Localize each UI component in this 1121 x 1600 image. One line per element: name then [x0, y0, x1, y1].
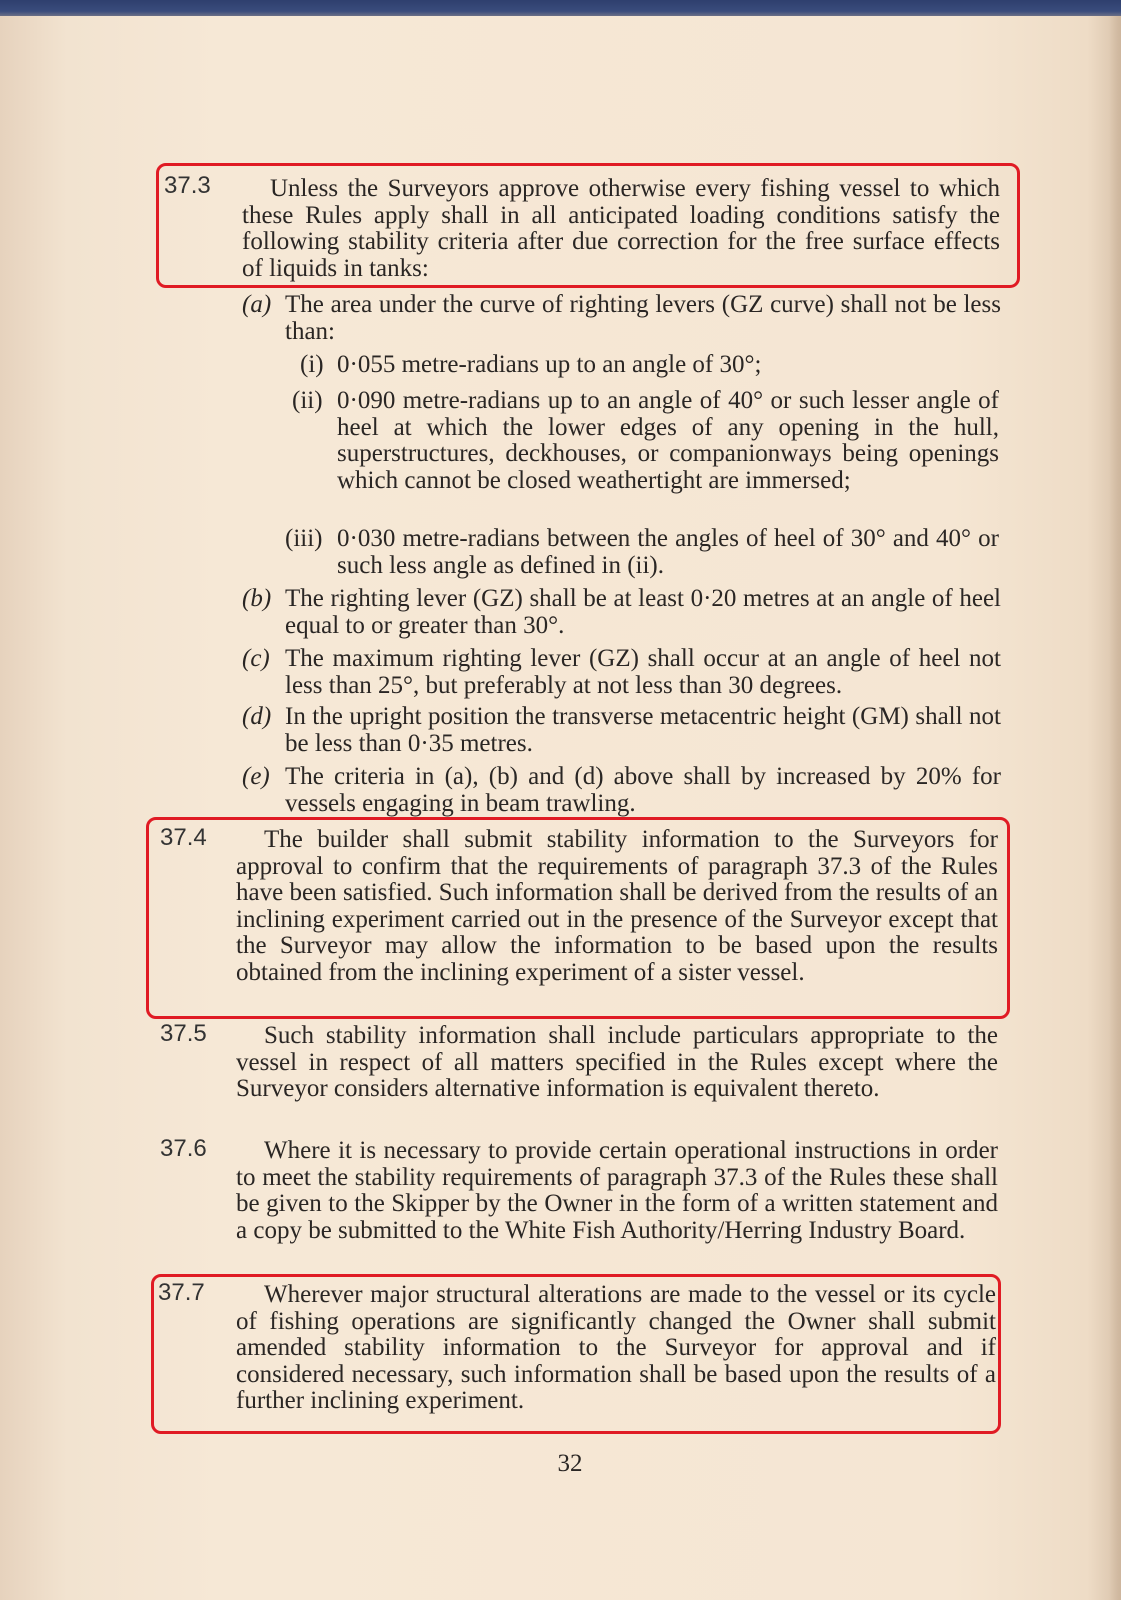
page-number: 32	[557, 1450, 583, 1477]
section-text-37-5: Such stability information shall include particulars appropriate to the vessel in respect of all matters specified in the Rules except where the Surveyor considers alternative information is equivalent thereto.	[236, 1022, 998, 1102]
section-text-37-6: Where it is necessary to provide certain operational instructions in order to meet the stability requirements of paragraph 37.3 of the Rules these shall be given to the Skipper by the Owner in the form of a written statement and a copy be submitted to the White Fish Authority/Herring Industry Board.	[236, 1137, 998, 1244]
criterion-text-b: The righting lever (GZ) shall be at least 0·20 metres at an angle of heel equal to or greater than 30°.	[285, 585, 1001, 639]
section-number-37-5: 37.5	[160, 1020, 207, 1047]
criterion-marker-b: (b)	[242, 585, 272, 612]
section-number-37-4: 37.4	[160, 824, 207, 851]
section-number-37-3: 37.3	[164, 172, 211, 199]
highlight-box-37-4	[146, 817, 1010, 1019]
highlight-box-37-3	[156, 163, 1020, 288]
section-number-37-7: 37.7	[158, 1279, 205, 1306]
criterion-text-a: The area under the curve of righting levers (GZ curve) shall not be less than:	[285, 291, 1001, 345]
subcriterion-marker-iii: (iii)	[285, 525, 323, 552]
section-text-37-3: Unless the Surveyors approve otherwise every fishing vessel to which these Rules apply shall in all anticipated loading conditions satisfy the following stability criteria after due correction for the free surface effects of liquids in tanks:	[242, 175, 1000, 282]
subcriterion-text-i: 0·055 metre-radians up to an angle of 30°;	[337, 351, 762, 378]
criterion-marker-e: (e)	[242, 763, 270, 790]
section-text-37-4: The builder shall submit stability information to the Surveyors for approval to confirm that the requirements of paragraph 37.3 of the Rules have been satisfied. Such information shall be derived from the results of an inclining experiment carried out in the presence of the Surveyor except that the Surveyor may allow the information to be based upon the results obtained from the inclining experiment of a sister vessel.	[236, 826, 998, 986]
highlight-box-37-7	[151, 1274, 1001, 1434]
section-number-37-6: 37.6	[160, 1135, 207, 1162]
criterion-text-d: In the upright position the transverse metacentric height (GM) shall not be less than 0·35 metres.	[285, 703, 1001, 757]
subcriterion-text-iii: 0·030 metre-radians between the angles of heel of 30° and 40° or such less angle as defined in (ii).	[337, 525, 999, 579]
section-text-37-7: Wherever major structural alterations are made to the vessel or its cycle of fishing operations are significantly changed the Owner shall submit amended stability information to the Surveyor for approval and if considered necessary, such information shall be based upon the results of a further inclining experiment.	[236, 1281, 996, 1414]
criterion-text-c: The maximum righting lever (GZ) shall occur at an angle of heel not less than 25°, but preferably at not less than 30 degrees.	[285, 645, 1001, 699]
criterion-marker-a: (a)	[242, 291, 272, 318]
subcriterion-marker-ii: (ii)	[292, 387, 323, 414]
subcriterion-text-ii: 0·090 metre-radians up to an angle of 40° or such lesser angle of heel at which the lower edges of any opening in the hull, superstructures, deckhouses, or companionways being openings which cannot be closed weathertight are immersed;	[337, 387, 999, 494]
criterion-marker-d: (d)	[242, 703, 272, 730]
criterion-marker-c: (c)	[242, 645, 270, 672]
criterion-text-e: The criteria in (a), (b) and (d) above shall by increased by 20% for vessels engaging in beam trawling.	[285, 763, 1001, 817]
subcriterion-marker-i: (i)	[300, 351, 324, 378]
